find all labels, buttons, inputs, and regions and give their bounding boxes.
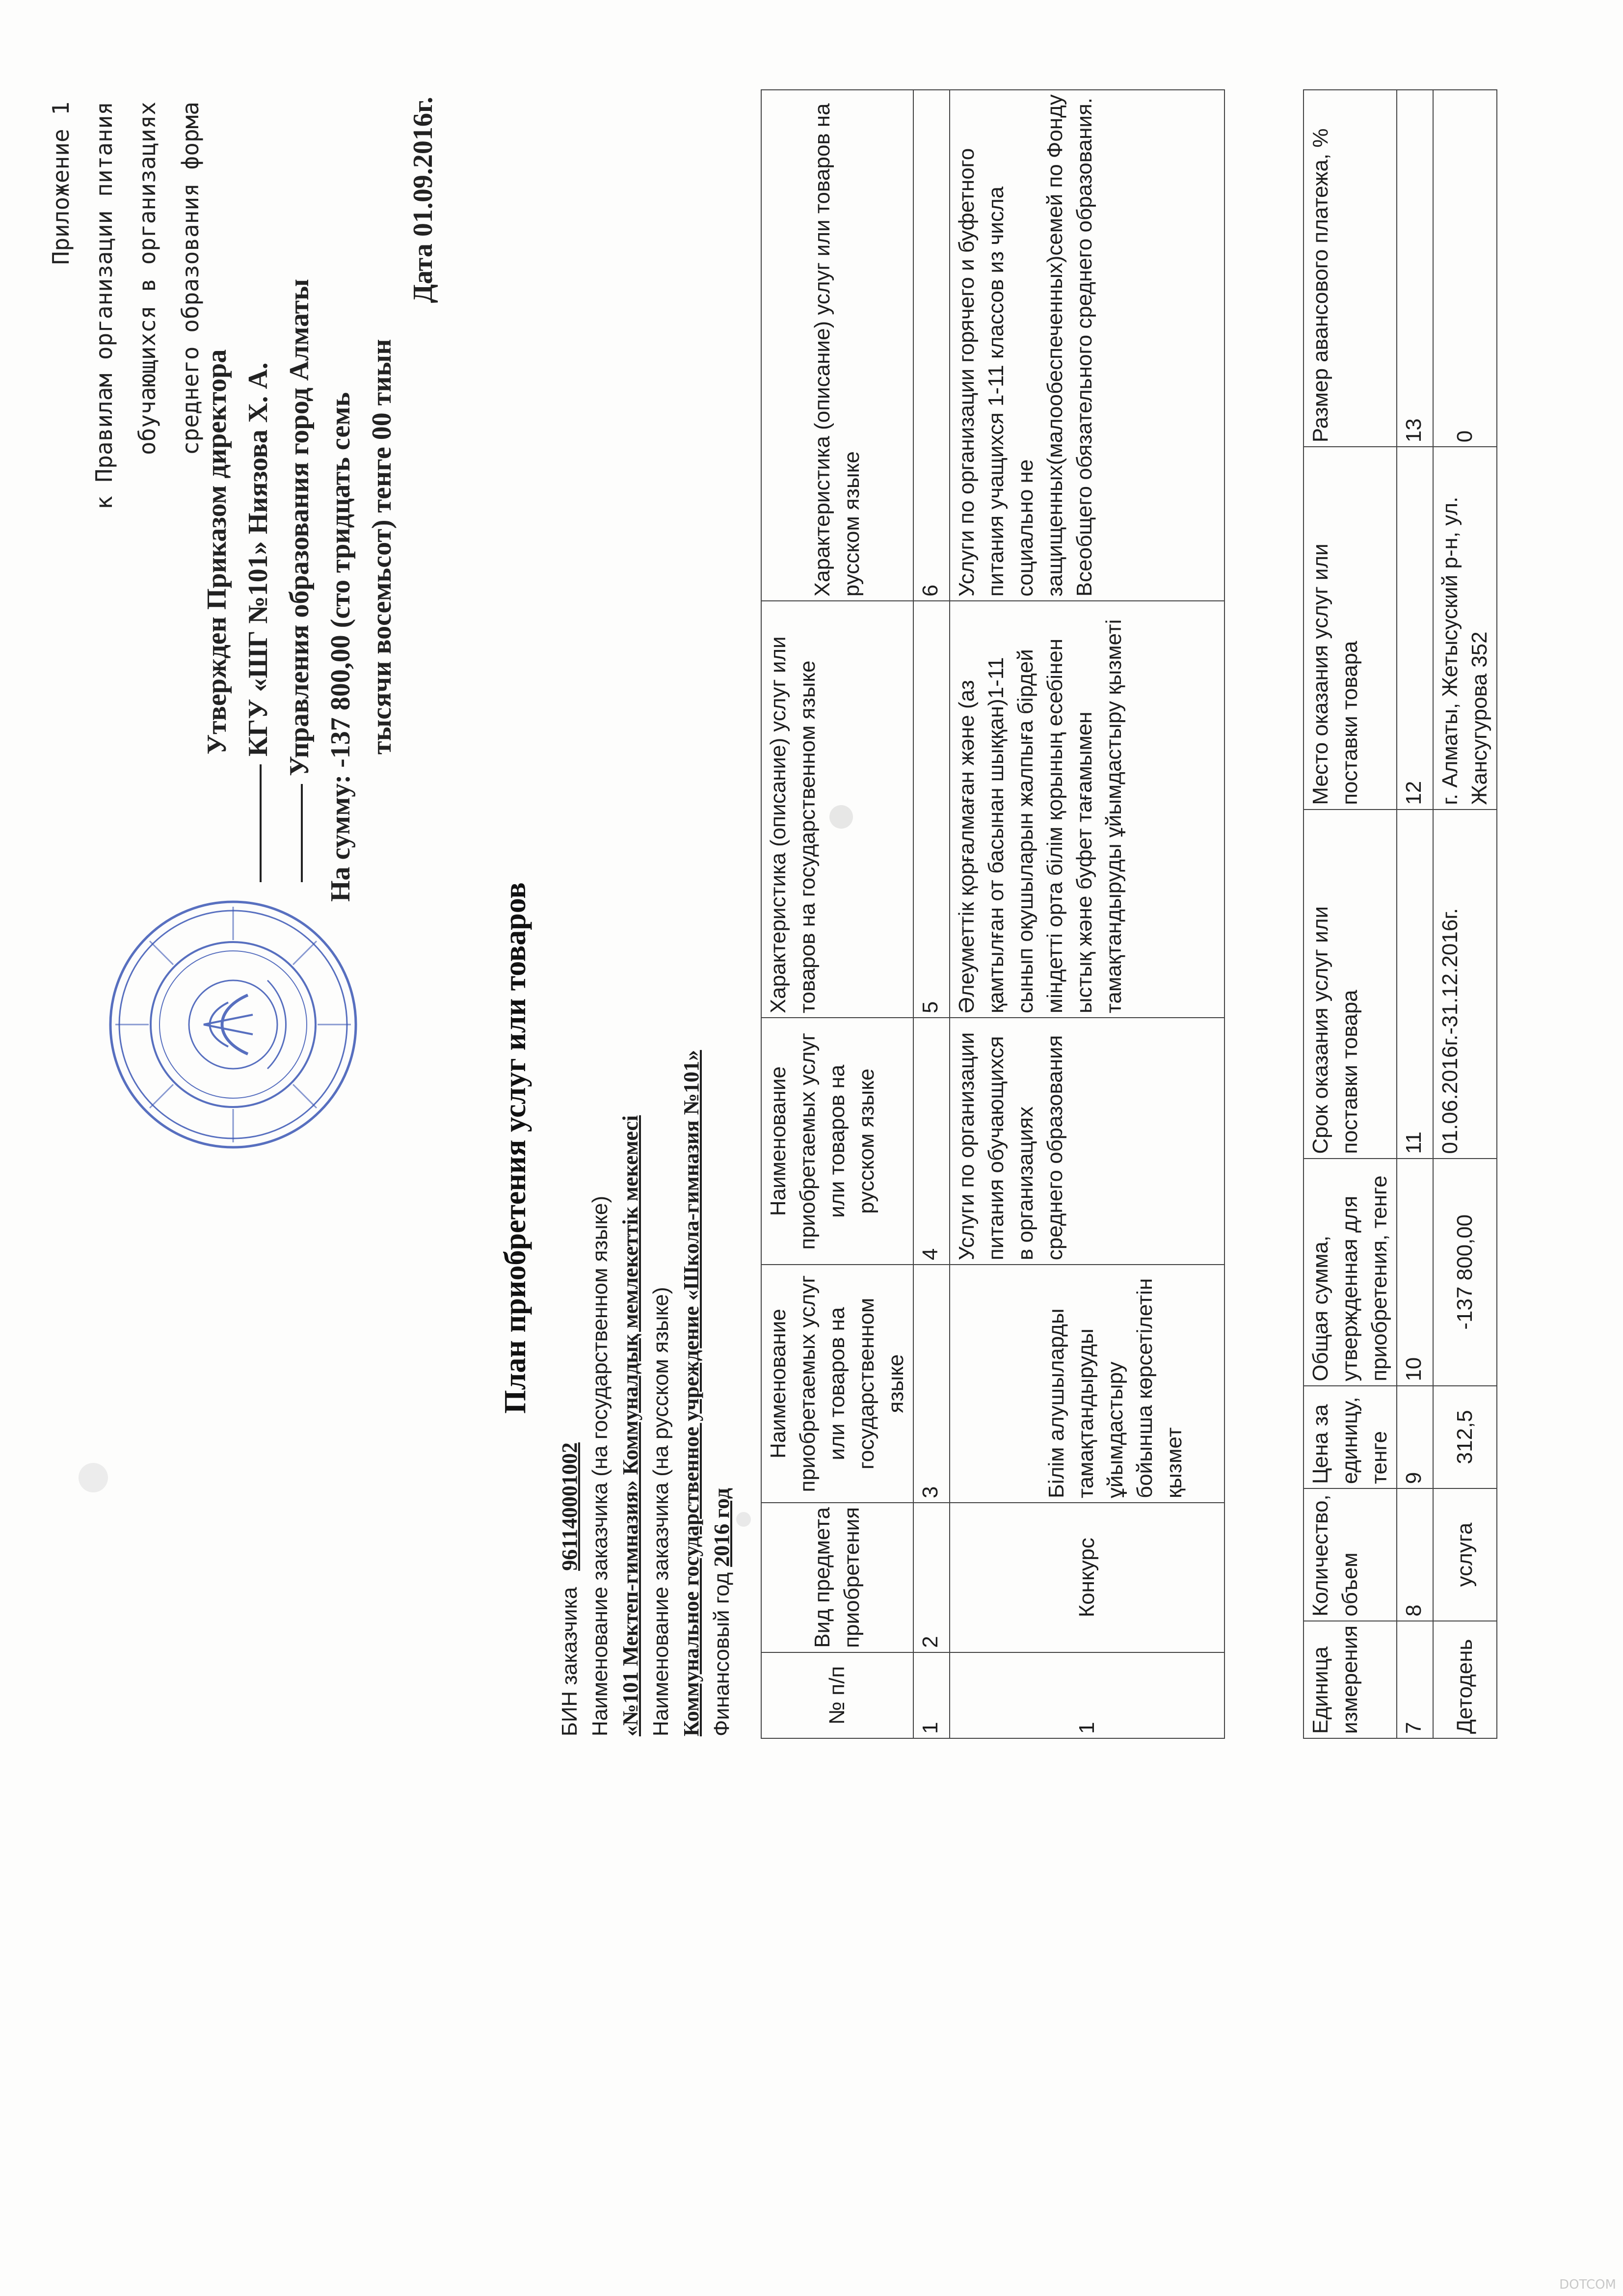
fin-year-value: 2016 год <box>710 1488 734 1567</box>
number-cell: 8 <box>1397 1488 1433 1621</box>
row-qty: услуга <box>1433 1488 1497 1621</box>
customer-info <box>555 1050 737 1736</box>
row-name-ru: Услуги по организации питания обучающихся в организациях среднего образования <box>950 1018 1224 1265</box>
number-cell: 5 <box>913 601 950 1018</box>
appendix-line: обучающихся в организациях <box>134 102 160 456</box>
header-cell: Общая сумма, утвержденная для приобретения, тенге <box>1304 1159 1397 1386</box>
number-cell: 7 <box>1397 1621 1433 1738</box>
bin-label: БИН заказчика <box>558 1587 582 1736</box>
watermark-logo: DOTCOM <box>1559 2277 1616 2292</box>
number-cell: 4 <box>913 1018 950 1265</box>
approval-dept <box>279 97 320 1069</box>
name-state-label: Наименование заказчика (на государственном языке) <box>588 1195 612 1736</box>
number-cell: 11 <box>1397 810 1433 1159</box>
plan-table-part1 <box>761 89 1225 1739</box>
dept-text: Управления образования город Алматы <box>284 279 315 776</box>
name-ru-value: Коммунальное государственное учреждение «Школа-гимназия №101» <box>679 1050 703 1736</box>
page-title: План приобретения услуг или товаров <box>499 882 532 1414</box>
header-cell: Характеристика (описание) услуг или товаров на государственном языке <box>761 601 913 1018</box>
header-cell: Вид предмета приобретения <box>761 1503 913 1652</box>
table-row <box>1433 90 1497 1738</box>
name-ru-label: Наименование заказчика (на русском языке) <box>649 1287 673 1736</box>
header-cell: Наименование приобретаемых услуг или товаров на государственном языке <box>761 1265 913 1503</box>
approval-amount-1: На сумму: -137 800,00 (сто тридцать семь <box>325 392 356 902</box>
fin-year-label: Финансовый год <box>710 1572 734 1736</box>
approved-by: Утвержден Приказом директора <box>202 349 232 755</box>
row-term: 01.06.2016г.-31.12.2016г. <box>1433 810 1497 1159</box>
appendix-block <box>39 102 212 799</box>
row-type: Конкурс <box>950 1503 1224 1652</box>
approval-date: Дата 01.09.2016г. <box>408 97 438 303</box>
appendix-line: к Правилам организации питания <box>91 102 117 510</box>
header-cell: Количество, объем <box>1304 1488 1397 1621</box>
number-cell: 12 <box>1397 447 1433 809</box>
table-number-row <box>1397 90 1433 1738</box>
header-cell: Цена за единицу, тенге <box>1304 1386 1397 1488</box>
approval-amount-2: тысячи восемьсот) тенге 00 тиын <box>367 339 397 755</box>
table-number-row <box>913 90 950 1738</box>
header-cell: Размер авансового платежа, % <box>1304 90 1397 447</box>
scan-spot <box>829 805 853 829</box>
fin-year-line <box>707 1050 737 1736</box>
row-desc-state: Әлеуметтік қорғалмаған және (аз қамтылған от басынан шыққан)1-11 сынып оқушыларын жалпыға бірдей міндетті орта білім қорының есебінен ыстық және буфет тағамымен тамақтандыруды ұйымдастыру қызметі <box>950 601 1224 1018</box>
number-cell: 3 <box>913 1265 950 1503</box>
row-place: г. Алматы, Жетысуский р-н, ул. Жансугурова 352 <box>1433 447 1497 809</box>
bin-line <box>555 1050 585 1736</box>
number-cell: 10 <box>1397 1159 1433 1386</box>
row-unit: Детодень <box>1433 1621 1497 1738</box>
number-cell: 6 <box>913 90 950 601</box>
number-cell: 1 <box>913 1652 950 1738</box>
row-no: 1 <box>950 1652 1224 1738</box>
number-cell: 2 <box>913 1503 950 1652</box>
approval-block <box>196 97 444 1069</box>
org-head-text: КГУ «ШГ №101» Ниязова Х. А. <box>243 362 273 756</box>
appendix-line: среднего образования форма <box>177 102 204 456</box>
scan-spot <box>79 1463 108 1492</box>
scan-spot <box>736 1512 751 1527</box>
table-header-row <box>1304 90 1397 1738</box>
row-name-state: Білім алушыларды тамақтандыруды ұйымдастыру бойынша көрсетілетін қызмет <box>950 1265 1224 1503</box>
header-cell: Наименование приобретаемых услуг или товаров на русском языке <box>761 1018 913 1265</box>
row-desc-ru: Услуги по организации горячего и буфетного питания учащихся 1-11 классов из числа социально не защищенных(малообеспеченных)семей по Фонду Всеобщего обязательного среднего образования. <box>950 90 1224 601</box>
row-advance: 0 <box>1433 90 1497 447</box>
name-state-value: «№101 Мектеп-гимназия» Коммуналдық мемлекеттік мекемесі <box>618 1115 642 1736</box>
header-cell: Характеристика (описание) услуг или товаров на русском языке <box>761 90 913 601</box>
appendix-line: Приложение 1 <box>48 102 74 265</box>
plan-table-part2 <box>1303 89 1497 1739</box>
header-cell: Единица измерения <box>1304 1621 1397 1738</box>
number-cell: 9 <box>1397 1386 1433 1488</box>
table-header-row <box>761 90 913 1738</box>
bin-value: 961140001002 <box>558 1442 582 1571</box>
approval-org-head <box>238 97 279 1069</box>
header-cell: Место оказания услуг или поставки товара <box>1304 447 1397 809</box>
header-cell: № п/п <box>761 1652 913 1738</box>
table-row <box>950 90 1224 1738</box>
number-cell: 13 <box>1397 90 1433 447</box>
header-cell: Срок оказания услуг или поставки товара <box>1304 810 1397 1159</box>
row-total: -137 800,00 <box>1433 1159 1497 1386</box>
row-price: 312,5 <box>1433 1386 1497 1488</box>
